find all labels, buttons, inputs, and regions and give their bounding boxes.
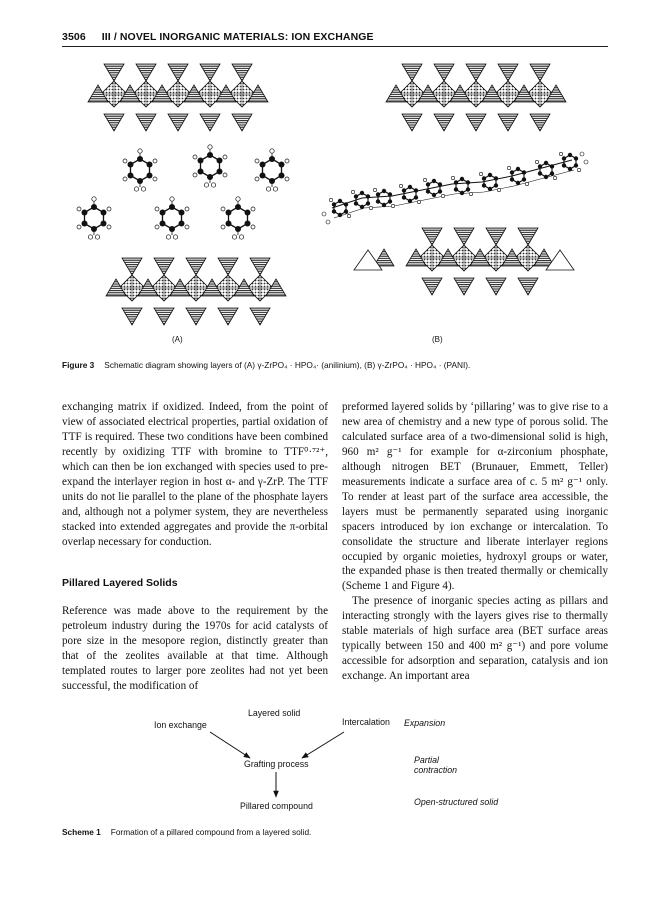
panel-a-top-layer bbox=[88, 64, 268, 131]
panel-b-pani-chain bbox=[322, 152, 588, 224]
scheme-1-caption-label: Scheme 1 bbox=[62, 827, 101, 837]
figure-3-caption-label: Figure 3 bbox=[62, 360, 95, 370]
running-header bbox=[62, 31, 374, 43]
scheme-1-diagram bbox=[62, 700, 608, 815]
scheme-1-caption-text: Formation of a pillared compound from a layered solid. bbox=[110, 827, 312, 837]
left-paragraph-2: Reference was made above to the requirement by the petroleum industry during the 1970s for acid catalysts of pore size in the mesopore region, distinctly greater than that of the zeolites available at that time. Although templated routes to larger pore zeolites had not yet been successful, the modification of bbox=[62, 605, 328, 693]
right-column bbox=[342, 400, 608, 684]
left-column bbox=[62, 400, 328, 694]
panel-b-bottom-layer bbox=[354, 228, 574, 295]
scheme-pillared-compound: Pillared compound bbox=[240, 801, 313, 811]
header-rule bbox=[62, 46, 608, 47]
scheme-open-structured-solid: Open-structured solid bbox=[414, 797, 499, 807]
page-number: 3506 bbox=[62, 31, 86, 43]
running-title: III / NOVEL INORGANIC MATERIALS: ION EXCHANGE bbox=[101, 31, 374, 43]
section-heading: Pillared Layered Solids bbox=[62, 576, 178, 589]
scheme-grafting-process: Grafting process bbox=[244, 759, 309, 769]
right-paragraph-1: preformed layered solids by ‘pillaring’ was to give rise to a new area of chemistry and a new type of porous solid. The calculated surface area of a two-dimensional solid is high, 960 m² g⁻¹ for example for α-zirconium phosphate, although nitrogen BET (Brunauer, Emmett, Teller) measurements indicate a surface area of c. 5 m² g⁻¹ only. To render at least part of the surface area accessible, the layers must be permanently separated using inorganic spacers introduced by ion exchange or intercalation. To consolidate the structure and liberate interlayer regions occupied by organic moieties, hydroxyl groups or water, the expanded phase is then treated thermally or chemically (Scheme 1 and Figure 4). bbox=[342, 401, 608, 593]
scheme-partial: Partial bbox=[414, 755, 439, 765]
panel-a-label: (A) bbox=[172, 335, 183, 344]
panel-b-top-layer bbox=[386, 64, 566, 131]
scheme-intercalation: Intercalation bbox=[342, 717, 390, 727]
figure-3-diagram bbox=[62, 58, 608, 348]
left-paragraph-1: exchanging matrix if oxidized. Indeed, from the point of view of associated electrical properties, partial oxidation of TTF is required. These two conditions have been combined recently by oxidizing TTF with bromine to TTF⁰·⁷²⁺, which can then be ion exchanged with species used to pre-expand the interlayer region in host α- and γ-ZrP. The TTF units do not lie parallel to the plane of the phosphate layers and, although not a polymer system, they are nevertheless stacked into extended aggregates and provide the π-orbital overlap necessary for conduction. bbox=[62, 401, 328, 548]
right-paragraph-2: The presence of inorganic species acting as pillars and interacting strongly with the layers gives rise to thermally stable materials of high surface area (BET surface areas typically between 150 and 400 m² g⁻¹) and pore volume accessible for adsorption and separation, catalysis and ion exchange. An important area bbox=[342, 595, 608, 683]
scheme-1-caption bbox=[62, 827, 311, 837]
scheme-layered-solid: Layered solid bbox=[248, 708, 301, 718]
scheme-expansion: Expansion bbox=[404, 718, 446, 728]
figure-3-caption bbox=[62, 360, 622, 370]
figure-3-caption-text: Schematic diagram showing layers of (A) γ-ZrPO₄ · HPO₄· (anilinium), (B) γ-ZrPO₄ · HPO₄ · (PANI). bbox=[104, 360, 471, 370]
panel-a-anilinium-rings bbox=[77, 145, 289, 239]
scheme-contraction: contraction bbox=[414, 765, 458, 775]
panel-a-bottom-layer bbox=[106, 258, 286, 325]
panel-b-label: (B) bbox=[432, 335, 443, 344]
scheme-1-arrows bbox=[62, 700, 608, 815]
scheme-ion-exchange: Ion exchange bbox=[154, 720, 207, 730]
